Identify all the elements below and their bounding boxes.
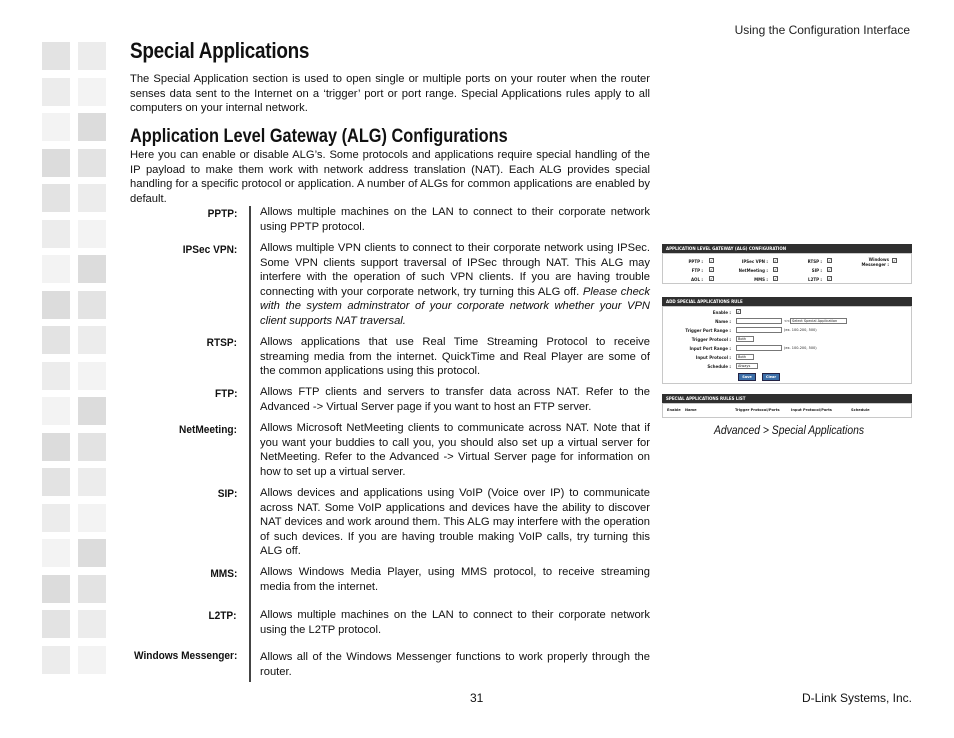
desc-sip: Allows devices and applications using VoIP (Voice over IP) to communicate across NAT. Some VoIP applications and devices have the ability to discover NAT devices and work around them. This ALG may interfere with the operation of such devices. If you are having trouble making VoIP calls, try turning this ALG off. — [260, 487, 650, 558]
alg-label-pptp: PPTP : — [688, 259, 703, 264]
alg-checkbox-pptp[interactable]: ✓ — [710, 258, 714, 263]
decorative-square — [78, 575, 106, 603]
input-protocol-select[interactable]: Both — [736, 354, 754, 360]
add-label-enable: Enable : — [712, 310, 731, 315]
decorative-square — [78, 433, 106, 461]
rules-list-box — [662, 403, 912, 418]
alg-checkbox-messenger[interactable]: ✓ — [893, 258, 897, 263]
alg-label-messenger: Windows Messenger : — [861, 257, 889, 267]
page-title: Special Applications — [130, 38, 310, 63]
add-label-input-protocol: Input Protocol : — [695, 355, 731, 360]
page-number: 31 — [470, 691, 484, 705]
desc-pptp: Allows multiple machines on the LAN to connect to their corporate network using PPTP protocol. — [260, 206, 650, 233]
decorative-square — [78, 184, 106, 212]
add-rule-bar: ADD SPECIAL APPLICATIONS RULE — [662, 297, 912, 306]
term-windows-messenger: Windows Messenger: — [133, 650, 237, 662]
decorative-square — [78, 610, 106, 638]
enable-checkbox[interactable]: ✓ — [737, 309, 741, 314]
screenshot-caption: Advanced > Special Applications — [713, 425, 865, 437]
desc-ipsec-text: Allows multiple VPN clients to connect to their corporate network using IPSec. Some VPN clients support traversal of IPSec through NAT. This ALG may interfere with the operation of such VPN clients. If you are having trouble connecting with your corporate network, try turning this ALG off. — [260, 242, 650, 298]
alg-checkbox-rtsp[interactable]: ✓ — [828, 258, 832, 263]
decorative-square — [42, 646, 70, 674]
term-rtsp: RTSP: — [206, 337, 237, 349]
intro-paragraph: The Special Application section is used to open single or multiple ports on your router when the router senses data sent to the Internet on a ‘trigger’ port or port range. Special Applications rules apply to all computers on your internal network. — [130, 73, 650, 115]
alg-config-box — [662, 253, 912, 284]
add-label-schedule: Schedule : — [707, 364, 731, 369]
decorative-square — [42, 255, 70, 283]
decorative-square — [42, 184, 70, 212]
alg-label-aol: AOL : — [690, 277, 703, 282]
col-schedule: Schedule — [851, 408, 870, 412]
input-port-input[interactable] — [736, 345, 782, 351]
alg-checkbox-ipsec[interactable]: ✓ — [774, 258, 778, 263]
trigger-protocol-select[interactable]: Both — [736, 336, 754, 342]
name-copy-arrow[interactable]: << — [784, 319, 790, 323]
decorative-square — [78, 42, 106, 70]
alg-config-bar: APPLICATION LEVEL GATEWAY (ALG) CONFIGURATION — [662, 244, 912, 253]
schedule-select[interactable]: Always — [736, 363, 758, 369]
desc-ftp: Allows FTP clients and servers to transfer data across NAT. Refer to the Advanced -> Virtual Server page if you want to host an FTP server. — [260, 386, 650, 413]
col-input: Input Protocol/Ports — [791, 408, 832, 412]
decorative-square — [78, 468, 106, 496]
decorative-square — [78, 539, 106, 567]
decorative-square — [42, 362, 70, 390]
term-ftp: FTP: — [214, 388, 237, 400]
decorative-square — [42, 326, 70, 354]
decorative-square — [78, 220, 106, 248]
decorative-square — [78, 113, 106, 141]
decorative-square — [78, 646, 106, 674]
add-label-trigger-protocol: Trigger Protocol : — [691, 337, 731, 342]
decorative-square — [78, 78, 106, 106]
col-name: Name — [685, 408, 697, 412]
decorative-square — [42, 575, 70, 603]
decorative-square — [78, 255, 106, 283]
clear-button[interactable]: Clear — [762, 373, 780, 381]
alg-label-ipsec: IPSec VPN : — [741, 259, 768, 264]
trigger-port-input[interactable] — [736, 327, 782, 333]
add-label-name: Name : — [715, 319, 731, 324]
decorative-square — [42, 220, 70, 248]
term-ipsec-vpn: IPSec VPN: — [182, 244, 237, 256]
decorative-square — [42, 433, 70, 461]
col-enable: Enable — [667, 408, 681, 412]
decorative-square — [42, 78, 70, 106]
decorative-square — [78, 149, 106, 177]
alg-label-l2tp: L2TP : — [808, 277, 822, 282]
desc-l2tp: Allows multiple machines on the LAN to connect to their corporate network using the L2TP protocol. — [260, 609, 650, 636]
page-header: Using the Configuration Interface — [734, 23, 910, 37]
decorative-square — [42, 610, 70, 638]
decorative-square — [78, 504, 106, 532]
alg-checkbox-mms[interactable]: ✓ — [774, 276, 778, 281]
decorative-square — [42, 291, 70, 319]
term-mms: MMS: — [210, 568, 237, 580]
decorative-square — [78, 362, 106, 390]
router-screenshot — [662, 244, 912, 418]
decorative-square — [78, 326, 106, 354]
footer-company: D-Link Systems, Inc. — [801, 691, 912, 705]
col-trigger: Trigger Protocol/Ports — [735, 408, 780, 412]
alg-intro-paragraph: Here you can enable or disable ALG’s. Some protocols and applications require special handling of the IP payload to make them work with network address translation (NAT). Each ALG provides special handling for a specific protocol or application. A number of ALGs for common applications are enabled by default. — [130, 149, 650, 205]
alg-label-ftp: FTP : — [691, 268, 703, 273]
desc-mms: Allows Windows Media Player, using MMS protocol, to receive streaming media from the internet. — [260, 566, 650, 593]
decorative-square — [42, 504, 70, 532]
alg-label-mms: MMS : — [754, 277, 768, 282]
desc-netmeeting: Allows Microsoft NetMeeting clients to communicate across NAT. Note that if you want your buddies to call you, you should also set up a virtual server for NetMeeting. Refer to the Advanced -> Virtual Server page for information on how to set up a virtual server. — [260, 422, 650, 478]
desc-rtsp: Allows applications that use Real Time Streaming Protocol to receive streaming media from the internet. QuickTime and Real Player are some of the common applications using this protocol. — [260, 336, 650, 378]
term-pptp: PPTP: — [207, 208, 237, 220]
decorative-square — [42, 539, 70, 567]
alg-checkbox-netmeeting[interactable]: ✓ — [774, 267, 778, 272]
rules-list-bar: SPECIAL APPLICATIONS RULES LIST — [662, 394, 912, 403]
add-label-trigger-range: Trigger Port Range : — [685, 328, 731, 333]
decorative-square — [42, 42, 70, 70]
decorative-square — [42, 397, 70, 425]
desc-ipsec-note: Please check with the system adminstrator of your corporate network whether your VPN client supports NAT traversal. — [260, 285, 650, 327]
alg-checkbox-ftp[interactable]: ✓ — [710, 267, 714, 272]
alg-section-title: Application Level Gateway (ALG) Configurations — [130, 126, 508, 147]
term-l2tp: L2TP: — [208, 610, 237, 622]
name-input[interactable] — [736, 318, 782, 324]
decorative-square — [42, 149, 70, 177]
alg-checkbox-aol[interactable]: ✓ — [710, 276, 714, 281]
input-port-hint: (ex. 100-200, 500) — [784, 346, 817, 350]
decorative-square — [78, 291, 106, 319]
alg-label-rtsp: RTSP : — [807, 259, 822, 264]
term-sip: SIP: — [217, 488, 237, 500]
alg-checkbox-l2tp[interactable]: ✓ — [828, 276, 832, 281]
decorative-square — [78, 397, 106, 425]
desc-ipsec-vpn — [260, 241, 650, 329]
alg-label-netmeeting: NetMeeting : — [738, 268, 768, 273]
alg-checkbox-sip[interactable]: ✓ — [828, 267, 832, 272]
desc-windows-messenger: Allows all of the Windows Messenger functions to work properly through the router. — [260, 651, 650, 678]
add-label-input-range: Input Port Range : — [689, 346, 731, 351]
save-button[interactable]: Save — [738, 373, 756, 381]
term-netmeeting: NetMeeting: — [179, 424, 237, 436]
decorative-square — [42, 468, 70, 496]
add-rule-box — [662, 306, 912, 384]
alg-label-sip: SIP : — [811, 268, 822, 273]
select-app-dropdown[interactable]: Select Special Application — [790, 318, 847, 324]
trigger-port-hint: (ex. 100-200, 500) — [784, 328, 817, 332]
decorative-square — [42, 113, 70, 141]
definition-divider — [249, 206, 251, 682]
